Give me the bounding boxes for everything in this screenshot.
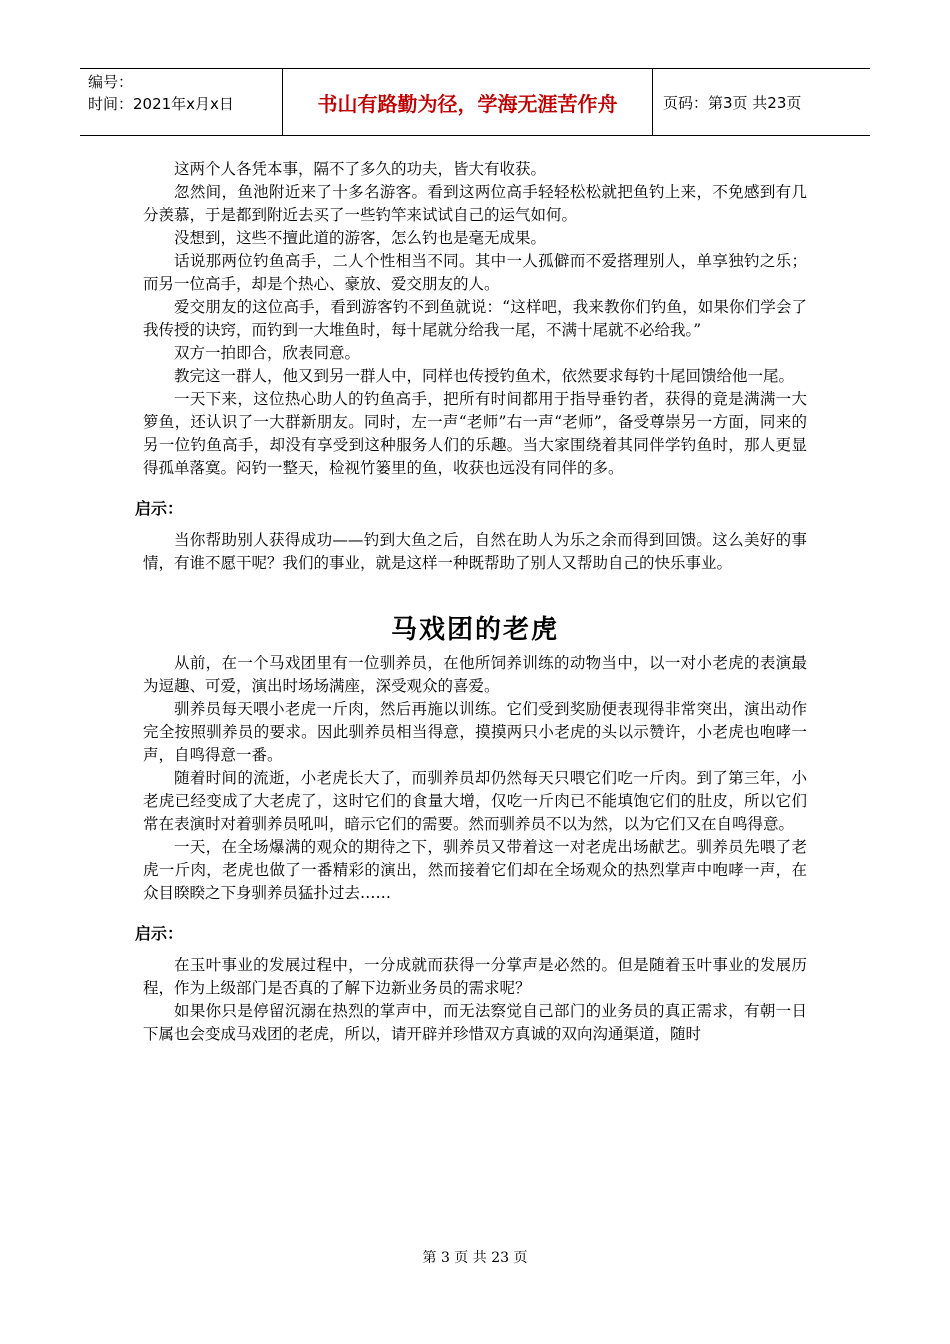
page-footer: 第 3 页 共 23 页 — [422, 1250, 528, 1266]
header-meta — [80, 69, 283, 135]
paragraph: 话说那两位钓鱼高手，二人个性相当不同。其中一人孤僻而不爱搭理别人，单享独钓之乐；而另一位高手，却是个热心、豪放、爱交朋友的人。 — [143, 252, 807, 293]
paragraph: 驯养员每天喂小老虎一斤肉，然后再施以训练。它们受到奖励便表现得非常突出，演出动作完全按照驯养员的要求。因此驯养员相当得意，摸摸两只小老虎的头以示赞许，小老虎也咆哮一声，自鸣得意一番。 — [143, 700, 807, 764]
doc-date-label: 时间：2021年x月x日 — [88, 95, 234, 113]
paragraph: 教完这一群人，他又到另一群人中，同样也传授钓鱼术，依然要求每钓十尾回馈给他一尾。 — [174, 367, 795, 385]
document-body — [135, 158, 807, 1046]
paragraph: 忽然间，鱼池附近来了十多名游客。看到这两位高手轻轻松松就把鱼钓上来，不免感到有几分羡慕，于是都到附近去买了一些钓竿来试试自己的运气如何。 — [143, 183, 807, 224]
header-page-info: 页码：第3页 共23页 — [663, 93, 802, 112]
paragraph: 爱交朋友的这位高手，看到游客钓不到鱼就说：“这样吧，我来教你们钓鱼，如果你们学会了我传授的诀窍，而钓到一大堆鱼时，每十尾就分给我一尾，不满十尾就不必给我。” — [143, 298, 807, 339]
lesson-label: 启示： — [135, 924, 184, 943]
story-title: 马戏团的老虎 — [390, 615, 559, 645]
paragraph: 从前，在一个马戏团里有一位驯养员，在他所饲养训练的动物当中，以一对小老虎的表演最为逗趣、可爱，演出时场场满座，深受观众的喜爱。 — [143, 654, 807, 695]
page-header — [80, 68, 870, 136]
paragraph: 一天，在全场爆满的观众的期待之下，驯养员又带着这一对老虎出场献艺。驯养员先喂了老虎一斤肉，老虎也做了一番精彩的演出，然而接着它们却在全场观众的热烈掌声中咆哮一声，在众目睽睽之下身驯养员猛扑过去…… — [143, 838, 807, 902]
lesson-label: 启示： — [135, 499, 184, 518]
paragraph: 这两个人各凭本事，隔不了多久的功夫，皆大有收获。 — [174, 160, 547, 178]
lesson-paragraph: 在玉叶事业的发展过程中，一分成就而获得一分掌声是必然的。但是随着玉叶事业的发展历程，作为上级部门是否真的了解下边新业务员的需求呢？ — [143, 956, 807, 997]
doc-number-label: 编号： — [88, 73, 134, 91]
paragraph: 随着时间的流逝，小老虎长大了，而驯养员却仍然每天只喂它们吃一斤肉。到了第三年，小老虎已经变成了大老虎了，这时它们的食量大增，仅吃一斤肉已不能填饱它们的肚皮，所以它们常在表演时对着驯养员吼叫，暗示它们的需要。然而驯养员不以为然，以为它们又在自鸣得意。 — [143, 769, 807, 833]
paragraph: 双方一拍即合，欣表同意。 — [174, 344, 361, 362]
paragraph: 没想到，这些不擅此道的游客，怎么钓也是毫无成果。 — [174, 229, 547, 247]
paragraph: 一天下来，这位热心助人的钓鱼高手，把所有时间都用于指导垂钓者，获得的竟是满满一大箩鱼，还认识了一大群新朋友。同时，左一声“老师”右一声“老师”，备受尊崇另一方面，同来的另一位钓鱼高手，却没有享受到这种服务人们的乐趣。当大家围绕着其同伴学钓鱼时，那人更显得孤单落寞。闷钓一整天，检视竹篓里的鱼，收获也远没有同伴的多。 — [143, 390, 807, 477]
header-motto: 书山有路勤为径，学海无涯苦作舟 — [283, 69, 653, 135]
lesson-paragraph: 当你帮助别人获得成功——钓到大鱼之后，自然在助人为乐之余而得到回馈。这么美好的事情，有谁不愿干呢？我们的事业，就是这样一种既帮助了别人又帮助自己的快乐事业。 — [143, 531, 807, 572]
lesson-paragraph: 如果你只是停留沉溺在热烈的掌声中，而无法察觉自己部门的业务员的真正需求，有朝一日下属也会变成马戏团的老虎，所以，请开辟并珍惜双方真诚的双向沟通渠道，随时 — [143, 1002, 807, 1043]
